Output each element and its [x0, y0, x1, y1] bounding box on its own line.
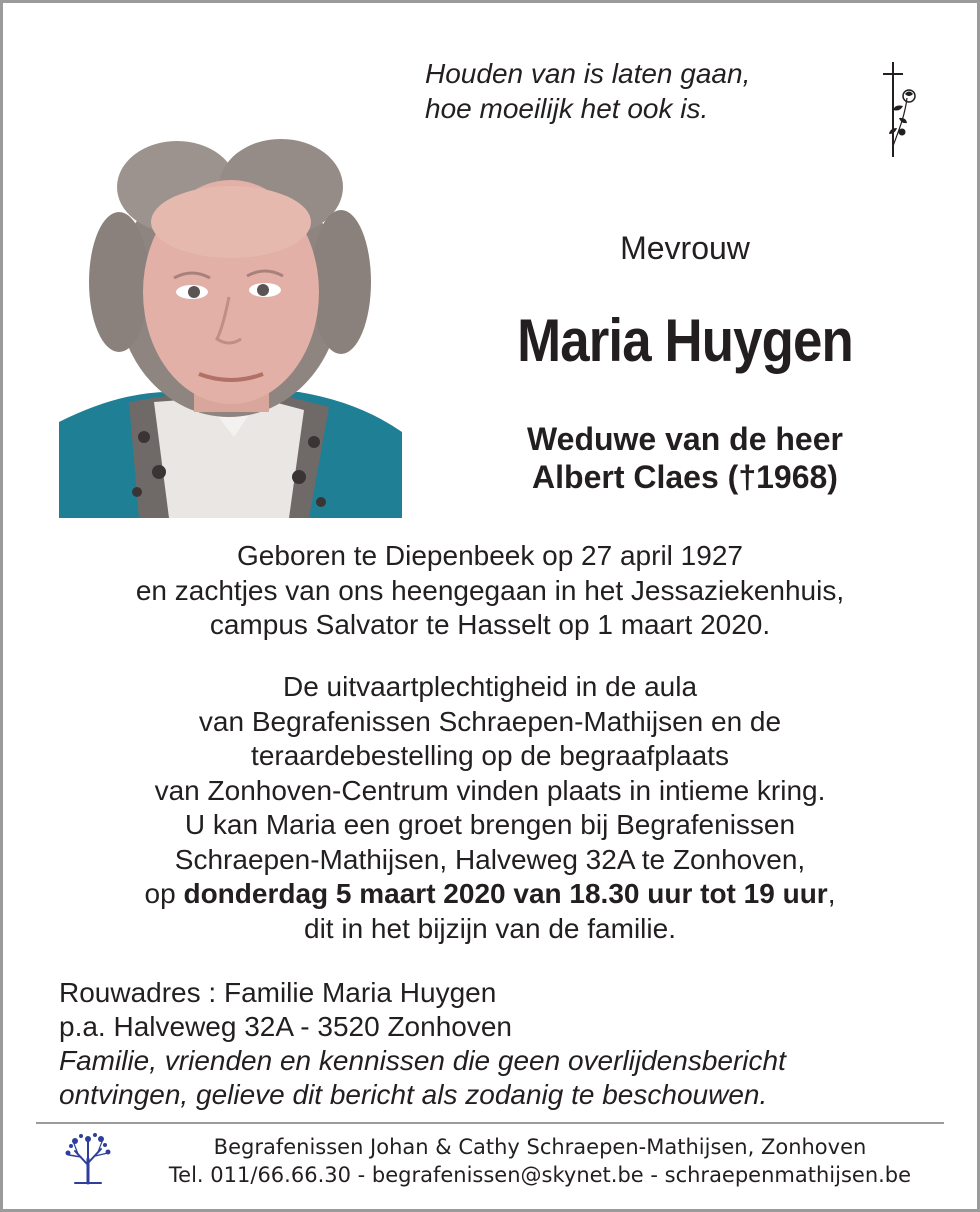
address-note-2: ontvingen, gelieve dit bericht als zodanig te beschouwen. [59, 1079, 768, 1110]
quote-line-2: hoe moeilijk het ook is. [425, 93, 709, 124]
quote-line-1: Houden van is laten gaan, [425, 58, 751, 89]
funeral-line-4: van Zonhoven-Centrum vinden plaats in intieme kring. [154, 774, 826, 806]
widow-line-1: Weduwe van de heer [527, 421, 843, 457]
deceased-name: Maria Huygen [517, 307, 853, 374]
visit-suffix: , [827, 878, 836, 909]
address-note-1: Familie, vrienden en kennissen die geen overlijdensbericht [59, 1045, 786, 1076]
funeral-line-3: teraardebestelling op de begraafplaats [251, 740, 729, 771]
undertaker-contact: Tel. 011/66.66.30 - begrafenissen@skynet.be - schraepenmathijsen.be [168, 1163, 912, 1187]
salutation: Mevrouw [620, 230, 750, 266]
undertaker-name: Begrafenissen Johan & Cathy Schraepen-Mathijsen, Zonhoven [213, 1135, 867, 1159]
tree-logo-icon [63, 1131, 113, 1185]
funeral-line-2: van Begrafenissen Schraepen-Mathijsen en de [198, 705, 782, 737]
birth-death-paragraph [40, 539, 940, 643]
address-line-1: Rouwadres : Familie Maria Huygen [59, 977, 497, 1008]
birth-line-2: en zachtjes van ons heengegaan in het Jessaziekenhuis, [135, 574, 845, 606]
mourning-address [59, 976, 786, 1112]
birth-line-3: campus Salvator te Hasselt op 1 maart 2020. [209, 609, 771, 640]
undertaker-footer [120, 1133, 960, 1189]
visit-datetime: donderdag 5 maart 2020 van 18.30 uur tot 19 uur [183, 878, 828, 909]
address-line-2: p.a. Halveweg 32A - 3520 Zonhoven [59, 1011, 512, 1042]
memorial-quote [425, 56, 750, 126]
portrait-photo [59, 92, 402, 518]
birth-line-1: Geboren te Diepenbeek op 27 april 1927 [237, 540, 743, 571]
widow-statement [430, 420, 940, 496]
funeral-paragraph [40, 670, 940, 946]
funeral-line-5: U kan Maria een groet brengen bij Begrafenissen [184, 809, 796, 840]
funeral-line-7 [40, 877, 940, 912]
funeral-line-6: Schraepen-Mathijsen, Halveweg 32A te Zonhoven, [174, 843, 806, 875]
cross-with-rose-icon [873, 60, 921, 160]
funeral-line-8: dit in het bijzijn van de familie. [304, 912, 676, 944]
widow-line-2: Albert Claes (†1968) [532, 459, 838, 495]
funeral-line-1: De uitvaartplechtigheid in de aula [282, 671, 698, 702]
visit-prefix: op [144, 878, 184, 909]
footer-divider [36, 1122, 944, 1124]
